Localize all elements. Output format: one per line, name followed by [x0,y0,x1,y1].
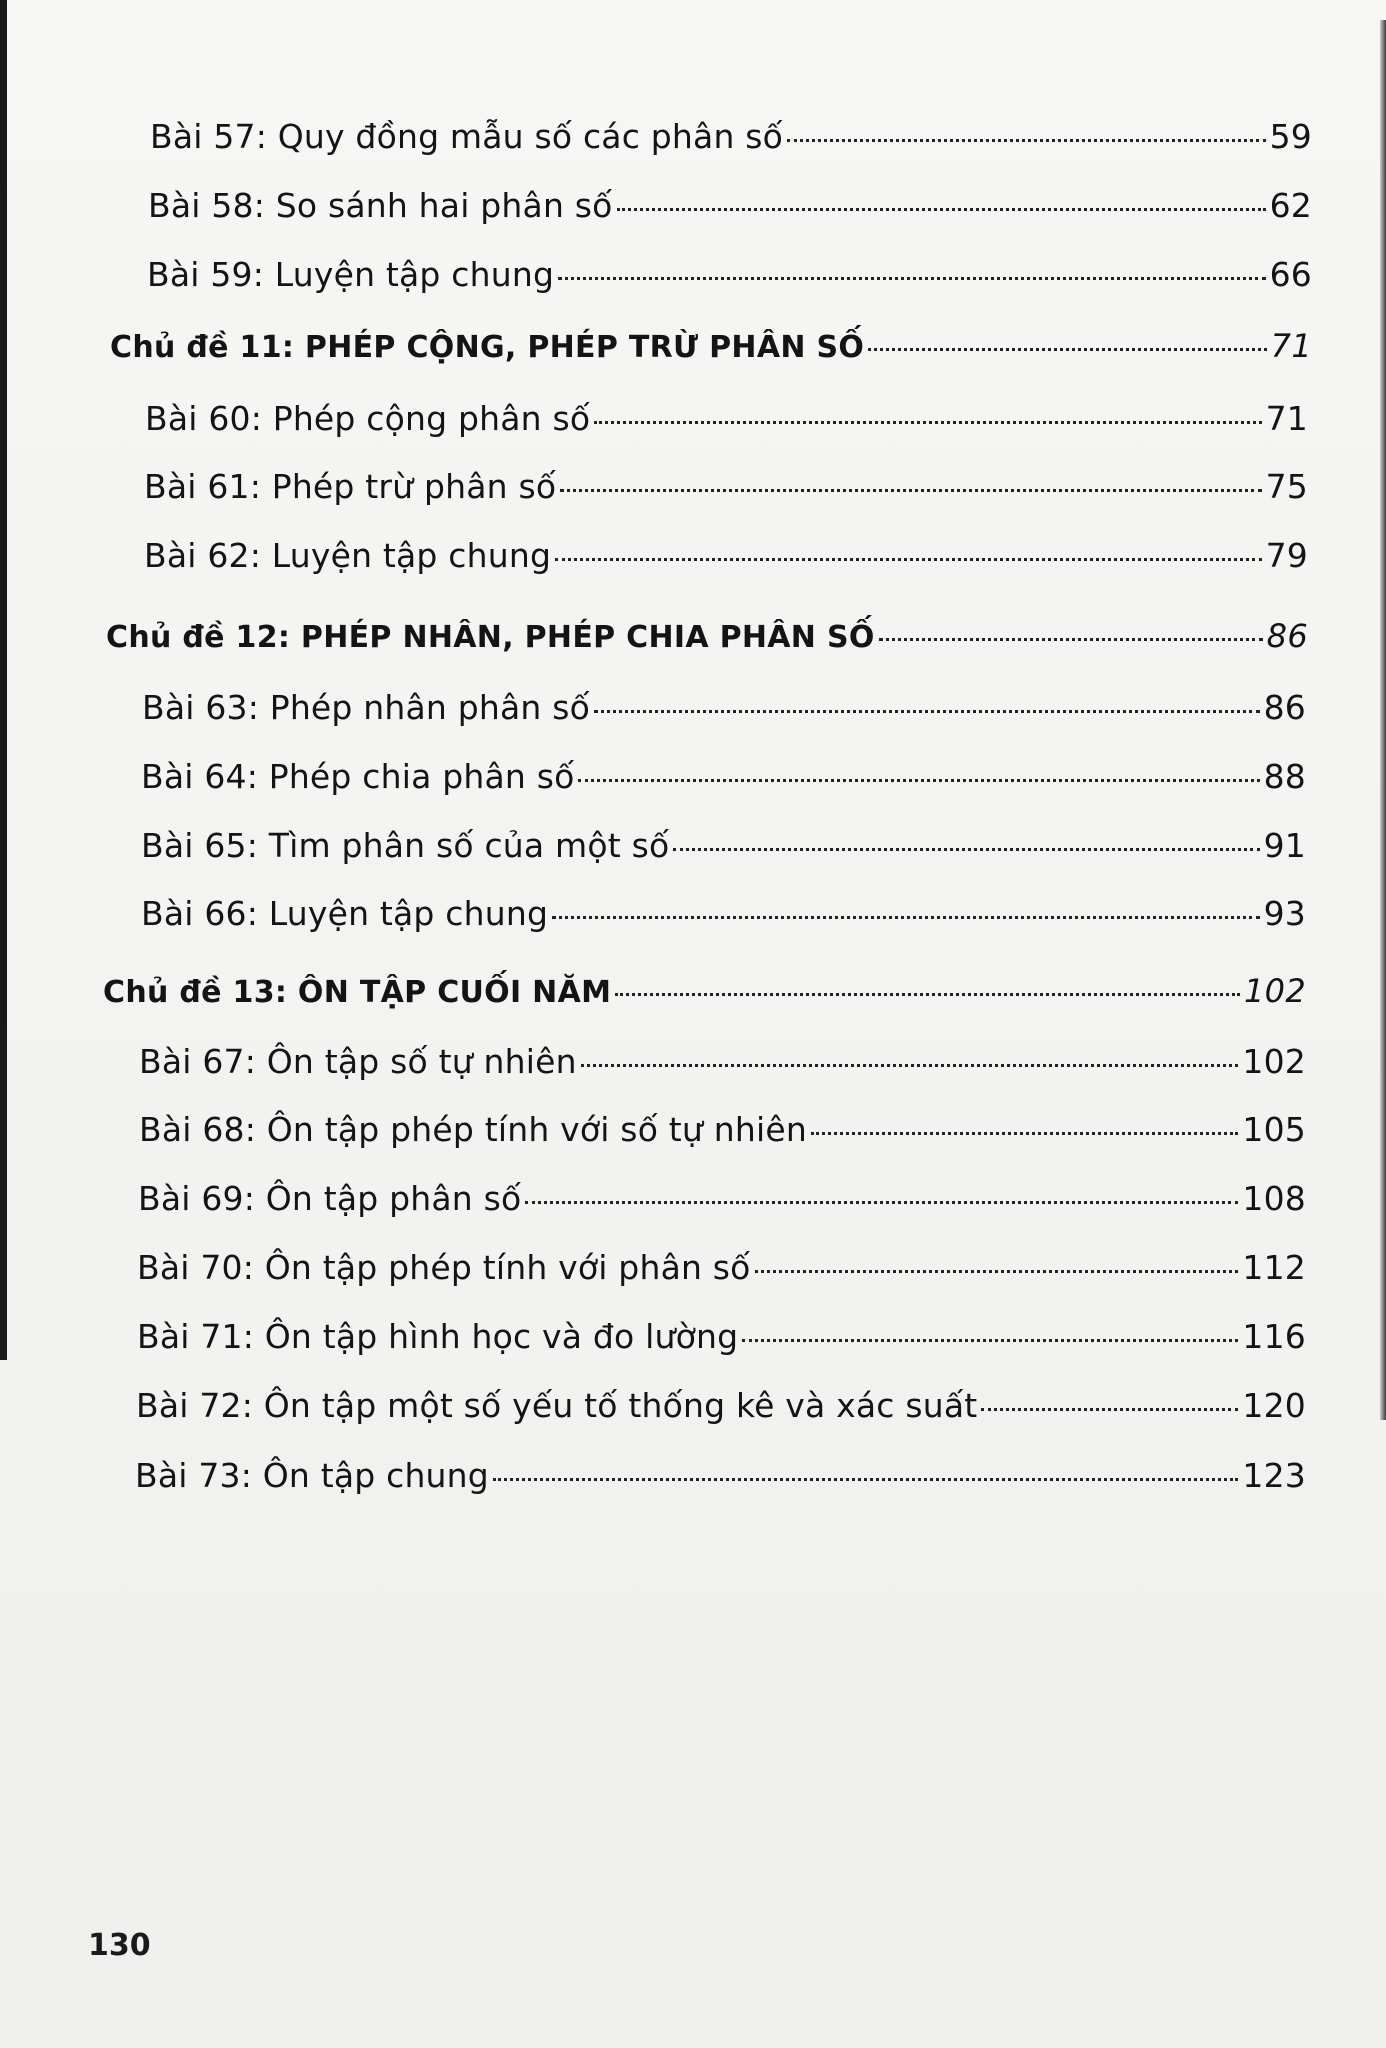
toc-entry-title: Bài 73: Ôn tập chung [135,1456,489,1495]
toc-entry-page: 62 [1269,186,1312,225]
toc-entry-page: 88 [1263,757,1306,796]
toc-topic-chu-de-13 [103,972,1306,1028]
toc-entry-title: Bài 64: Phép chia phân số [141,757,575,796]
toc-entry-title: Bài 59: Luyện tập chung [147,255,555,294]
toc-entry-bai-72 [136,1386,1306,1442]
dot-leader [811,1132,1238,1135]
dot-leader [552,916,1259,919]
toc-topic-chu-de-12 [106,617,1308,673]
toc-entry-bai-64 [141,757,1306,813]
toc-entry-bai-57 [150,117,1312,173]
toc-entry-bai-69 [138,1179,1306,1235]
toc-entry-page: 59 [1269,117,1312,156]
toc-entry-bai-70 [137,1248,1306,1304]
toc-entry-bai-73 [135,1456,1306,1512]
dot-leader [617,208,1266,211]
toc-entry-bai-60 [145,399,1308,455]
dot-leader [673,848,1259,851]
toc-entry-title: Bài 67: Ôn tập số tự nhiên [139,1042,577,1081]
toc-entry-bai-66 [141,894,1306,950]
dot-leader [981,1408,1238,1411]
toc-entry-title: Bài 62: Luyện tập chung [144,536,552,575]
toc-entry-bai-67 [139,1042,1306,1098]
toc-entry-title: Bài 71: Ôn tập hình học và đo lường [137,1317,739,1356]
toc-entry-page: 75 [1265,467,1308,506]
dot-leader [558,277,1265,280]
toc-entry-page: 93 [1263,894,1306,933]
toc-entry-title: Bài 69: Ôn tập phân số [138,1179,522,1218]
toc-entry-page: 105 [1242,1110,1306,1149]
dot-leader [594,421,1261,424]
toc-entry-page: 123 [1242,1456,1306,1495]
dot-leader [525,1201,1238,1204]
toc-entry-title: Bài 58: So sánh hai phân số [148,186,613,225]
toc-entry-page: 116 [1242,1317,1306,1356]
toc-entry-bai-61 [144,467,1308,523]
toc-entry-title: Bài 65: Tìm phân số của một số [141,826,670,865]
toc-entry-title: Bài 70: Ôn tập phép tính với phân số [137,1248,751,1287]
toc-entry-bai-65 [141,826,1306,882]
dot-leader [594,710,1260,713]
dot-leader [742,1339,1238,1342]
dot-leader [615,993,1240,996]
toc-entry-page: 66 [1269,255,1312,294]
dot-leader [787,139,1266,142]
dot-leader [560,489,1261,492]
toc-topic-page: 86 [1266,617,1308,655]
toc-topic-chu-de-11 [110,327,1312,383]
dot-leader [493,1478,1238,1481]
toc-entry-page: 120 [1242,1386,1306,1425]
toc-entry-page: 71 [1265,399,1308,438]
dot-leader [581,1064,1239,1067]
toc-topic-page: 102 [1244,972,1306,1010]
toc-entry-page: 86 [1263,688,1306,727]
toc-entry-bai-59 [147,255,1312,311]
toc-topic-page: 71 [1270,327,1312,365]
dot-leader [868,348,1266,351]
toc-entry-bai-62 [144,536,1308,592]
toc-entry-bai-63 [142,688,1306,744]
page-right-edge-shadow [1380,20,1386,1420]
toc-entry-title: Bài 72: Ôn tập một số yếu tố thống kê và xác suất [136,1386,978,1425]
dot-leader [555,558,1261,561]
toc-topic-title: Chủ đề 13: ÔN TẬP CUỐI NĂM [103,975,612,1010]
toc-topic-title: Chủ đề 12: PHÉP NHÂN, PHÉP CHIA PHÂN SỐ [106,620,875,655]
toc-entry-bai-68 [139,1110,1306,1166]
page-number: 130 [88,1928,151,1963]
toc-entry-title: Bài 60: Phép cộng phân số [145,399,591,438]
toc-entry-page: 108 [1242,1179,1306,1218]
dot-leader [578,779,1259,782]
toc-entry-page: 102 [1242,1042,1306,1081]
toc-entry-title: Bài 68: Ôn tập phép tính với số tự nhiên [139,1110,807,1149]
dot-leader [755,1270,1239,1273]
toc-topic-title: Chủ đề 11: PHÉP CỘNG, PHÉP TRỪ PHÂN SỐ [110,330,865,365]
toc-entry-bai-58 [148,186,1312,242]
toc-entry-title: Bài 61: Phép trừ phân số [144,467,557,506]
toc-entry-title: Bài 57: Quy đồng mẫu số các phân số [150,117,784,156]
page-left-edge-shadow [0,0,7,1360]
toc-entry-title: Bài 63: Phép nhân phân số [142,688,591,727]
toc-entry-bai-71 [137,1317,1306,1373]
dot-leader [879,638,1263,641]
toc-entry-page: 79 [1265,536,1308,575]
toc-entry-page: 91 [1263,826,1306,865]
toc-entry-title: Bài 66: Luyện tập chung [141,894,549,933]
toc-entry-page: 112 [1242,1248,1306,1287]
